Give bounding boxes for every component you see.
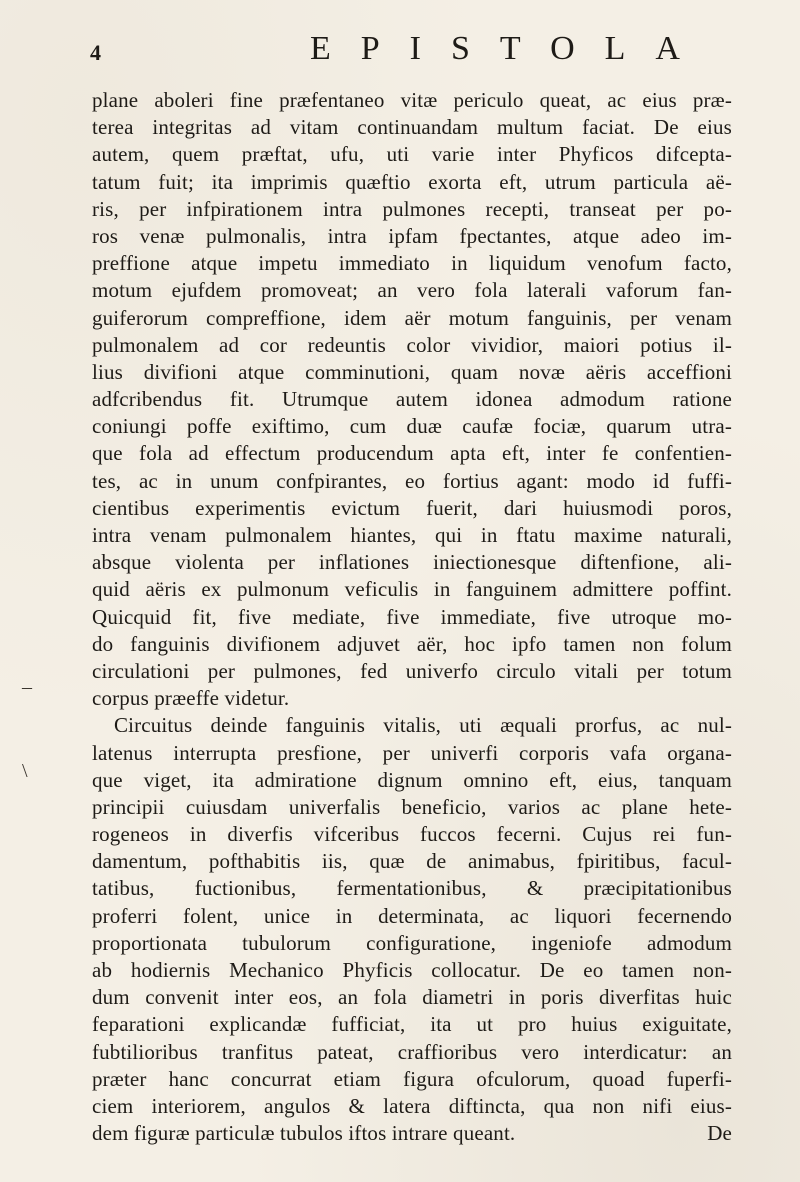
- page-header: [90, 30, 730, 70]
- text-line: terea integritas ad vitam continuandam multum faciat. De eius: [92, 115, 732, 140]
- final-line-text: dem figuræ particulæ tubulos iftos intrare queant.: [92, 1121, 516, 1146]
- text-line: cientibus experimentis evictum fuerit, dari huiusmodi poros,: [92, 495, 732, 520]
- final-line: [92, 1120, 732, 1147]
- text-line: guiferorum compreffione, idem aër motum fanguinis, per venam: [92, 305, 732, 330]
- text-line: motum ejufdem promoveat; an vero fola laterali vaforum fan-: [92, 278, 732, 303]
- catchword: De: [707, 1121, 732, 1146]
- text-line: latenus interrupta presfione, per univerfi corporis vafa organa-: [92, 740, 732, 765]
- text-line: absque violenta per inflationes iniectionesque diftenfione, ali-: [92, 550, 732, 575]
- text-line: dum convenit inter eos, an fola diametri in poris diverfitas huic: [92, 985, 732, 1010]
- text-line: tes, ac in unum confpirantes, eo fortius agant: modo id fuffi-: [92, 468, 732, 493]
- text-line: ciem interiorem, angulos & latera diftincta, qua non nifi eius-: [92, 1093, 732, 1118]
- text-line: plane aboleri fine præfentaneo vitæ periculo queat, ac eius præ-: [92, 88, 732, 112]
- text-line: que viget, ita admiratione dignum omnino eft, eius, tanquam: [92, 767, 732, 792]
- text-line: principii cuiusdam univerfalis beneficio, varios ac plane hete-: [92, 794, 732, 819]
- paragraph-end-line: corpus præeffe videtur.: [92, 686, 290, 711]
- text-line: fubtilioribus tranfitus pateat, craffioribus vero interdicatur: an: [92, 1039, 732, 1064]
- paragraph-start-line: Circuitus deinde fanguinis vitalis, uti æquali prorfus, ac nul-: [114, 713, 732, 738]
- text-line: autem, quem præftat, ufu, uti varie inter Phyficos difcepta-: [92, 142, 732, 167]
- text-line: preffione atque impetu immediato in liquidum venofum facto,: [92, 251, 732, 276]
- running-head: EPISTOLA: [310, 30, 710, 67]
- text-line: lius divifioni atque comminutioni, quam novæ aëris acceffioni: [92, 359, 732, 384]
- text-line: ab hodiernis Mechanico Phyficis collocatur. De eo tamen non-: [92, 958, 732, 982]
- text-line: rogeneos in diverfis vifceribus fuccos fecerni. Cujus rei fun-: [92, 822, 732, 847]
- body-text: [92, 87, 732, 1147]
- margin-backslash-mark: \: [22, 760, 28, 782]
- margin-dash-mark: –: [22, 676, 32, 698]
- text-line: proferri folent, unice in determinata, ac liquori fecernendo: [92, 903, 732, 928]
- text-line: do fanguinis divifionem adjuvet aër, hoc ipfo tamen non folum: [92, 631, 732, 656]
- text-line: circulationi per pulmones, fed univerfo circulo vitali per totum: [92, 658, 732, 683]
- text-line: ris, per infpirationem intra pulmones recepti, transeat per po-: [92, 196, 732, 221]
- text-line: tatibus, fuctionibus, fermentationibus, & præcipitationibus: [92, 876, 732, 901]
- text-line: tatum fuit; ita imprimis quæftio exorta eft, utrum particula aë-: [92, 169, 732, 194]
- text-line: adfcribendus fit. Utrumque autem idonea admodum ratione: [92, 387, 732, 412]
- text-line: pulmonalem ad cor redeuntis color vividior, maiori potius il-: [92, 332, 732, 357]
- text-line: damentum, pofthabitis iis, quæ de animabus, fpiritibus, facul-: [92, 849, 732, 874]
- text-line: Quicquid fit, five mediate, five immediate, five utroque mo-: [92, 604, 732, 629]
- text-line: præter hanc concurrat etiam figura ofculorum, quoad fuperfi-: [92, 1066, 732, 1091]
- text-line: que fola ad effectum producendum apta eft, inter fe confentien-: [92, 441, 732, 466]
- text-line: coniungi poffe exiftimo, cum duæ caufæ fociæ, quarum utra-: [92, 414, 732, 439]
- text-line: proportionata tubulorum configuratione, ingeniofe admodum: [92, 930, 732, 955]
- text-line: ros venæ pulmonalis, intra ipfam fpectantes, atque adeo im-: [92, 223, 732, 248]
- page-number: 4: [90, 40, 101, 65]
- text-line: quid aëris ex pulmonum veficulis in fanguinem admittere poffint.: [92, 577, 732, 602]
- text-line: feparationi explicandæ fufficiat, ita ut pro huius exiguitate,: [92, 1012, 732, 1037]
- text-line: intra venam pulmonalem hiantes, qui in ftatu maxime naturali,: [92, 523, 732, 547]
